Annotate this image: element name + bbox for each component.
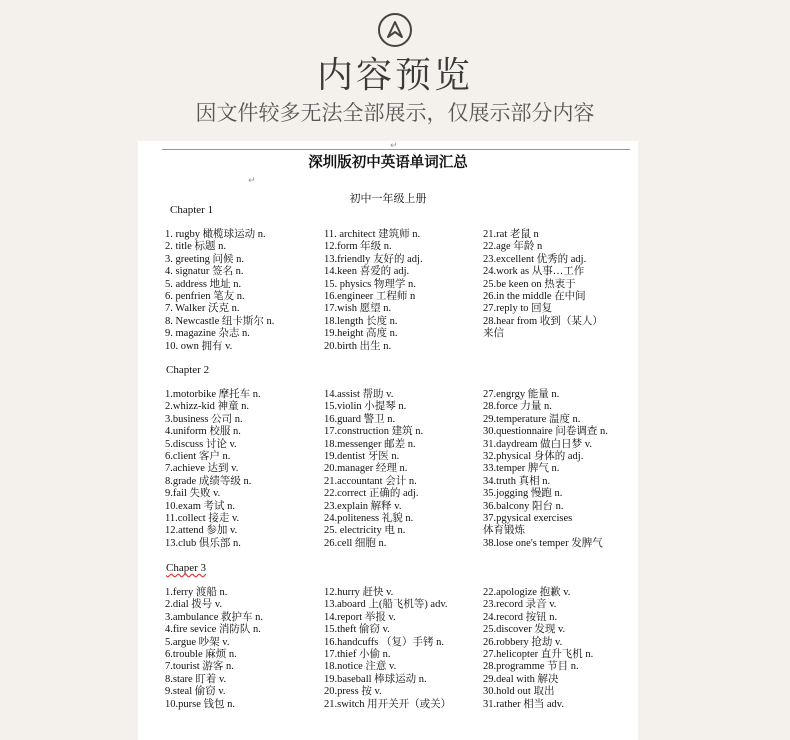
list-item: 16.guard 警卫 n. — [324, 413, 396, 425]
list-item: 26.robbery 抢劫 v. — [483, 636, 563, 648]
list-item: 30.questionnaire 问卷调查 n. — [483, 426, 608, 438]
list-item: 16.engineer 工程师 n — [324, 290, 416, 302]
list-item: 12.hurry 赶快 v. — [324, 587, 394, 598]
chapter-heading: Chapter 1 — [170, 204, 214, 216]
grade-heading: 初中一年级上册 — [349, 192, 427, 205]
list-item: 21.switch 用开关开（或关） — [324, 698, 452, 710]
page-subtitle: 因文件较多无法全部展示，仅展示部分内容 — [195, 101, 595, 125]
list-item: 25.be keen on 热衷于 — [483, 278, 576, 290]
list-item: 4.uniform 校服 n. — [165, 426, 241, 438]
list-item: 8. Newcastle 纽卡斯尔 n. — [165, 315, 275, 327]
list-item: 32.physical 身体的 adj. — [483, 450, 584, 462]
list-item: 8.grade 成绩等级 n. — [165, 475, 252, 487]
list-item: 22.apologize 抱歉 v. — [483, 587, 571, 598]
list-item: 38.lose one's temper 发脾气 — [483, 537, 603, 549]
word-column — [483, 587, 593, 711]
list-item: 体育锻炼 — [483, 525, 525, 537]
list-item: 10.purse 钱包 n. — [165, 698, 235, 710]
list-item: 7.tourist 游客 n. — [165, 661, 234, 673]
list-item: 15.violin 小提琴 n. — [324, 401, 407, 413]
list-item: 27.reply to 回复 — [483, 303, 553, 315]
list-item: 29.temperature 温度 n. — [483, 413, 581, 425]
list-item: 13.club 俱乐部 n. — [165, 537, 241, 549]
list-item: 5.discuss 讨论 v. — [165, 438, 237, 450]
list-item: 31.rather 相当 adv. — [483, 698, 564, 710]
chapter-heading: Chapter 2 — [166, 364, 210, 376]
list-item: 23.record 录音 v. — [483, 599, 557, 611]
list-item: 9. magazine 杂志 n. — [165, 328, 250, 340]
list-item: 22.correct 正确的 adj. — [324, 488, 419, 500]
list-item: 1.motorbike 摩托车 n. — [165, 389, 261, 400]
word-column — [165, 229, 274, 353]
list-item: 11.collect 接走 v. — [165, 512, 240, 524]
list-item: 2.dial 拨号 v. — [165, 599, 223, 611]
list-item: 24.politeness 礼貌 n. — [324, 512, 414, 524]
list-item: 16.handcuffs （复）手铐 n. — [324, 636, 444, 648]
word-column — [324, 587, 451, 711]
list-item: 11. architect 建筑师 n. — [324, 229, 421, 240]
list-item: 7.achieve 达到 v. — [165, 463, 239, 475]
list-item: 9.fail 失败 v. — [165, 488, 221, 500]
list-item: 10. own 拥有 v. — [165, 340, 233, 352]
chapter-heading — [166, 562, 206, 574]
list-item: 3.business 公司 n. — [165, 413, 243, 425]
word-column — [165, 587, 263, 711]
list-item: 20.manager 经理 n. — [324, 463, 408, 475]
list-item: 26.cell 细胞 n. — [324, 537, 387, 549]
list-item: 24.record 按钮 n. — [483, 611, 558, 623]
list-item: 15. physics 物理学 n. — [324, 278, 416, 290]
list-item: 33.temper 脾气 n. — [483, 463, 560, 475]
list-item: 27.helicopter 直升飞机 n. — [483, 648, 594, 660]
arrow-up-icon — [385, 20, 405, 40]
list-item: 18.messenger 邮差 n. — [324, 438, 416, 450]
list-item: 6.trouble 麻烦 n. — [165, 648, 237, 660]
list-item: 22.age 年龄 n — [483, 241, 543, 253]
list-item: 18.notice 注意 v. — [324, 661, 397, 673]
list-item: 3. greeting 问候 n. — [165, 253, 245, 265]
list-item: 5.argue 吵架 v. — [165, 636, 230, 648]
list-item: 8.stare 盯着 v. — [165, 673, 227, 685]
page-title: 内容预览 — [316, 55, 473, 96]
document-preview — [138, 141, 638, 740]
list-item: 14.assist 帮助 v. — [324, 389, 394, 400]
list-item: 35.jogging 慢跑 n. — [483, 488, 563, 500]
list-item: 13.friendly 友好的 adj. — [324, 253, 423, 265]
list-item: 25. electricity 电 n. — [324, 525, 406, 537]
list-item: 31.daydream 做白日梦 v. — [483, 438, 592, 450]
list-item: 1.ferry 渡船 n. — [165, 587, 228, 598]
list-item: 37.pgysical exercises — [483, 512, 573, 524]
list-item: 23.excellent 优秀的 adj. — [483, 253, 587, 265]
list-item: 10.exam 考试 n. — [165, 500, 235, 512]
list-item: 19.dentist 牙医 n. — [324, 450, 400, 462]
list-item: 1. rugby 橄榄球运动 n. — [165, 229, 266, 240]
list-item: 12.attend 参加 v. — [165, 525, 238, 537]
list-item: 36.balcony 阳台 n. — [483, 500, 564, 512]
list-item: 28.hear from 收到（某人） — [483, 315, 603, 327]
chapter-heading-text: Chaper 3 — [166, 562, 207, 574]
list-item: 6. penfrien 笔友 n. — [165, 290, 245, 302]
list-item: 5. address 地址 n. — [165, 278, 242, 290]
list-item: 2. title 标题 n. — [165, 241, 226, 253]
list-item: 17.thief 小偷 n. — [324, 648, 391, 660]
list-item: 12.form 年级 n. — [324, 241, 392, 253]
list-item: 9.steal 偷窃 v. — [165, 686, 226, 698]
list-item: 34.truth 真相 n. — [483, 475, 551, 487]
list-item: 14.keen 喜爱的 adj. — [324, 266, 410, 278]
word-column — [483, 229, 603, 341]
document-title: 深圳版初中英语单词汇总 — [308, 154, 468, 171]
list-item: 30.hold out 取出 — [483, 686, 555, 698]
word-column — [324, 389, 423, 550]
list-item: 26.in the middle 在中间 — [483, 290, 586, 302]
list-item: 6.client 客户 n. — [165, 450, 231, 462]
list-item: 21.accountant 会计 n. — [324, 475, 417, 487]
list-item: 17.wish 愿望 n. — [324, 303, 392, 315]
list-item: 27.engrgy 能量 n. — [483, 389, 560, 400]
list-item: 4.fire sevice 消防队 n. — [165, 624, 261, 636]
list-item: 20.press 按 v. — [324, 686, 382, 698]
list-item: 3.ambulance 救护车 n. — [165, 611, 263, 623]
list-item: 25.discover 发现 v. — [483, 624, 566, 636]
list-item: 4. signatur 签名 n. — [165, 266, 244, 278]
list-item: 13.aboard 上(船飞机等) adv. — [324, 599, 448, 611]
list-item: 18.length 长度 n. — [324, 315, 398, 327]
list-item: 19.baseball 棒球运动 n. — [324, 673, 427, 685]
list-item: 28.programme 节目 n. — [483, 661, 579, 673]
list-item: 23.explain 解释 v. — [324, 500, 402, 512]
list-item: 2.whizz-kid 神童 n. — [165, 401, 249, 413]
word-column — [324, 229, 423, 353]
list-item: 来信 — [483, 328, 504, 340]
paragraph-mark: ↵ — [390, 141, 398, 151]
list-item: 7. Walker 沃克 n. — [165, 303, 240, 315]
list-item: 21.rat 老鼠 n — [483, 229, 539, 240]
brand-logo-icon — [378, 13, 412, 47]
list-item: 29.deal with 解决 — [483, 673, 559, 685]
list-item: 20.birth 出生 n. — [324, 340, 392, 352]
list-item: 24.work as 从事…工作 — [483, 266, 585, 278]
paragraph-mark: ↵ — [248, 176, 256, 186]
list-item: 19.height 高度 n. — [324, 328, 398, 340]
word-column — [165, 389, 261, 550]
list-item: 28.force 力量 n. — [483, 401, 552, 413]
list-item: 14.report 举报 v. — [324, 611, 396, 623]
list-item: 15.theft 偷窃 v. — [324, 624, 390, 636]
word-column — [483, 389, 608, 550]
list-item: 17.construction 建筑 n. — [324, 426, 424, 438]
